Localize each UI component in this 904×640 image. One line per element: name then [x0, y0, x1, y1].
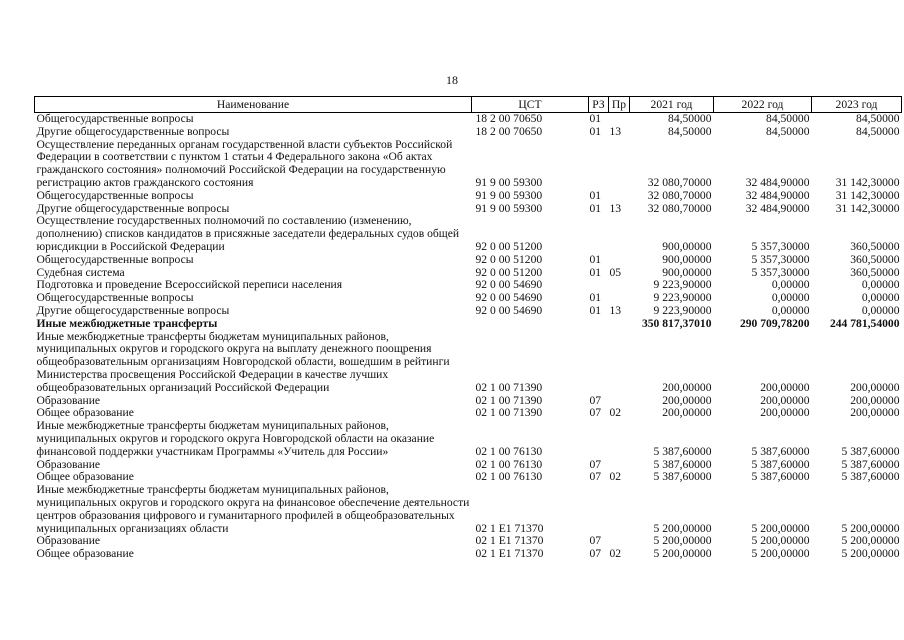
- row-rz: 07: [589, 457, 602, 471]
- row-value-2021: 5 387,60000: [653, 457, 712, 471]
- budget-table: [34, 96, 902, 561]
- row-cst: 91 9 00 59300: [475, 188, 543, 202]
- row-name: Судебная система: [36, 265, 125, 279]
- row-name: Общее образование: [36, 470, 134, 484]
- header-2023: 2023 год: [812, 97, 902, 113]
- row-rz: [589, 484, 609, 535]
- row-value-2022: 5 200,00000: [751, 547, 810, 561]
- row-cst: 02 1 E1 71370: [475, 521, 544, 535]
- row-value-2021: 84,50000: [668, 112, 712, 125]
- row-cst: 92 0 00 54690: [475, 303, 543, 317]
- row-value-2021: 900,00000: [662, 239, 712, 253]
- row-name: Общегосударственные вопросы: [36, 188, 194, 202]
- row-pr: [609, 420, 630, 458]
- row-name: Общее образование: [36, 547, 134, 561]
- row-value-2023: 31 142,30000: [835, 201, 900, 215]
- row-value-2022: 5 357,30000: [751, 265, 810, 279]
- row-cst: 91 9 00 59300: [475, 201, 543, 215]
- table-row: [35, 548, 902, 561]
- row-value-2022: 32 484,90000: [745, 188, 810, 202]
- row-rz: 07: [589, 406, 602, 420]
- row-value-2022: 32 484,90000: [745, 175, 810, 189]
- row-name: Образование: [36, 534, 101, 548]
- row-rz: 07: [589, 547, 602, 561]
- row-cst: 02 1 00 71390: [475, 380, 543, 394]
- row-value-2023: 31 142,30000: [835, 175, 900, 189]
- row-value-2023: 244 781,54000: [829, 316, 900, 330]
- table-row: [35, 126, 902, 139]
- row-name: Иные межбюджетные трансферты бюджетам муниципальных районов, муниципальных округов и городского округа Новгородской области на оказание финансовой поддержки участникам Программы «Учитель для России»: [36, 419, 435, 458]
- table-row: [35, 215, 902, 253]
- row-value-2021: 9 223,90000: [653, 278, 712, 292]
- row-pr: [609, 254, 630, 267]
- row-rz: [589, 139, 609, 190]
- row-rz: [589, 420, 609, 458]
- row-value-2022: 0,00000: [771, 303, 810, 317]
- row-rz: [589, 318, 609, 331]
- row-cst: 02 1 00 76130: [475, 444, 543, 458]
- table-row: [35, 420, 902, 458]
- row-value-2022: 84,50000: [766, 124, 810, 138]
- row-cst: 02 1 E1 71370: [475, 534, 544, 548]
- row-rz: 07: [589, 534, 602, 548]
- row-value-2021: 5 387,60000: [653, 444, 712, 458]
- row-value-2021: 200,00000: [662, 406, 712, 420]
- row-name: Осуществление переданных органам государственной власти субъектов Российской Федерации в соответствии с пунктом 1 статьи 4 Федерального закона «Об актах гражданского состояния» полномочий Российской Федерации на государственную регистрацию актов гражданского состояния: [36, 137, 453, 189]
- row-value-2023: 360,50000: [850, 265, 900, 279]
- row-rz: 01: [589, 303, 602, 317]
- row-rz: 01: [589, 265, 602, 279]
- row-cst: 02 1 00 76130: [475, 457, 543, 471]
- row-value-2023: 0,00000: [861, 291, 900, 305]
- row-cst: 92 0 00 54690: [475, 291, 543, 305]
- row-cst: 02 1 00 71390: [475, 406, 543, 420]
- row-cst: 92 0 00 54690: [475, 278, 543, 292]
- row-value-2022: 200,00000: [760, 393, 810, 407]
- row-rz: 01: [589, 124, 602, 138]
- row-value-2023: 31 142,30000: [835, 188, 900, 202]
- row-pr: 02: [609, 547, 622, 561]
- row-cst: 91 9 00 59300: [475, 175, 543, 189]
- row-value-2022: 0,00000: [771, 278, 810, 292]
- table-row: [35, 190, 902, 203]
- row-rz: 01: [589, 252, 602, 266]
- table-row: [35, 113, 902, 126]
- row-value-2022: 5 200,00000: [751, 521, 810, 535]
- table-row: [35, 318, 902, 331]
- row-value-2022: 5 357,30000: [751, 239, 810, 253]
- header-2021: 2021 год: [630, 97, 714, 113]
- row-value-2023: 0,00000: [861, 303, 900, 317]
- row-value-2023: 5 200,00000: [841, 534, 900, 548]
- table-row: [35, 305, 902, 318]
- row-value-2023: 360,50000: [850, 252, 900, 266]
- row-value-2023: 5 387,60000: [841, 457, 900, 471]
- row-cst: 92 0 00 51200: [475, 252, 543, 266]
- row-value-2023: 200,00000: [850, 406, 900, 420]
- row-value-2021: 5 200,00000: [653, 534, 712, 548]
- row-cst: 18 2 00 70650: [475, 112, 543, 125]
- row-name: Образование: [36, 457, 101, 471]
- row-cst: 92 0 00 51200: [475, 265, 543, 279]
- row-pr: [609, 484, 630, 535]
- row-value-2022: 84,50000: [766, 112, 810, 125]
- row-value-2021: 9 223,90000: [653, 291, 712, 305]
- row-value-2022: 0,00000: [771, 291, 810, 305]
- row-name: Другие общегосударственные вопросы: [36, 201, 230, 215]
- row-name: Иные межбюджетные трансферты бюджетам муниципальных районов, муниципальных округов и городского округа на финансовое обеспечение деятельности центров образования цифрового и гуманитарного профилей в общеобразовательных муниципальных организациях области: [36, 483, 470, 535]
- table-row: [35, 484, 902, 535]
- row-value-2022: 32 484,90000: [745, 201, 810, 215]
- row-value-2021: 84,50000: [668, 124, 712, 138]
- row-value-2021: 5 200,00000: [653, 547, 712, 561]
- row-cst: 02 1 00 71390: [475, 393, 543, 407]
- row-cst: 18 2 00 70650: [475, 124, 543, 138]
- row-value-2023: 360,50000: [850, 239, 900, 253]
- page-number: 18: [446, 73, 458, 87]
- row-value-2021: 900,00000: [662, 265, 712, 279]
- header-cst: ЦСТ: [472, 97, 589, 113]
- row-value-2021: 32 080,70000: [647, 201, 712, 215]
- row-cst: 92 0 00 51200: [475, 239, 543, 253]
- row-value-2023: 84,50000: [856, 112, 900, 125]
- header-rz: РЗ: [589, 97, 609, 113]
- row-value-2021: 32 080,70000: [647, 188, 712, 202]
- row-rz: [589, 331, 609, 395]
- row-pr: [609, 215, 630, 253]
- row-value-2023: 5 387,60000: [841, 470, 900, 484]
- row-name: Иные межбюджетные трансферты: [36, 316, 218, 330]
- row-rz: 07: [589, 393, 602, 407]
- header-pr: Пр: [609, 97, 630, 113]
- row-value-2022: 5 200,00000: [751, 534, 810, 548]
- row-value-2021: 5 200,00000: [653, 521, 712, 535]
- row-value-2022: 200,00000: [760, 380, 810, 394]
- row-value-2022: 290 709,78200: [739, 316, 810, 330]
- row-rz: 07: [589, 470, 602, 484]
- header-name: Наименование: [35, 97, 472, 113]
- row-name: Осуществление государственных полномочий по составлению (изменению, дополнению) списков кандидатов в присяжные заседатели федеральных судов общей юрисдикции в Российской Федерации: [36, 214, 460, 253]
- row-name: Общегосударственные вопросы: [36, 252, 194, 266]
- row-pr: [609, 139, 630, 190]
- row-pr: [609, 190, 630, 203]
- row-cst: 02 1 E1 71370: [475, 547, 544, 561]
- row-value-2021: 350 817,37010: [641, 316, 712, 330]
- header-row: [35, 97, 902, 113]
- table-row: [35, 331, 902, 395]
- row-name: Общегосударственные вопросы: [36, 112, 194, 125]
- table-row: [35, 254, 902, 267]
- row-value-2023: 84,50000: [856, 124, 900, 138]
- row-value-2023: 0,00000: [861, 278, 900, 292]
- row-pr: [609, 113, 630, 126]
- row-value-2023: 5 200,00000: [841, 547, 900, 561]
- row-rz: 01: [589, 291, 602, 305]
- row-value-2022: 5 357,30000: [751, 252, 810, 266]
- row-value-2021: 200,00000: [662, 393, 712, 407]
- row-value-2022: 5 387,60000: [751, 457, 810, 471]
- header-2022: 2022 год: [714, 97, 812, 113]
- row-value-2021: 200,00000: [662, 380, 712, 394]
- row-pr: 13: [609, 124, 622, 138]
- row-name: Образование: [36, 393, 101, 407]
- row-value-2023: 200,00000: [850, 380, 900, 394]
- row-pr: 05: [609, 265, 622, 279]
- row-value-2021: 9 223,90000: [653, 303, 712, 317]
- row-pr: [609, 279, 630, 292]
- row-value-2021: 900,00000: [662, 252, 712, 266]
- row-cst: 02 1 00 76130: [475, 470, 543, 484]
- row-rz: 01: [589, 201, 602, 215]
- row-value-2021: 5 387,60000: [653, 470, 712, 484]
- row-name: Другие общегосударственные вопросы: [36, 303, 230, 317]
- row-name: Подготовка и проведение Всероссийской переписи населения: [36, 278, 343, 292]
- row-name: Общее образование: [36, 406, 134, 420]
- table-header: [35, 97, 902, 113]
- row-cst: [472, 318, 589, 331]
- row-value-2022: 200,00000: [760, 406, 810, 420]
- row-rz: 01: [589, 188, 602, 202]
- row-value-2023: 5 387,60000: [841, 444, 900, 458]
- row-name: Общегосударственные вопросы: [36, 291, 194, 305]
- row-pr: 13: [609, 303, 622, 317]
- table-row: [35, 139, 902, 190]
- row-value-2023: 5 200,00000: [841, 521, 900, 535]
- row-pr: [609, 331, 630, 395]
- row-name: Другие общегосударственные вопросы: [36, 124, 230, 138]
- row-value-2021: 32 080,70000: [647, 175, 712, 189]
- row-value-2022: 5 387,60000: [751, 470, 810, 484]
- row-rz: [589, 215, 609, 253]
- row-value-2022: 5 387,60000: [751, 444, 810, 458]
- table-body: [35, 113, 902, 561]
- row-pr: [609, 318, 630, 331]
- row-pr: 02: [609, 470, 622, 484]
- row-value-2023: 200,00000: [850, 393, 900, 407]
- row-name: Иные межбюджетные трансферты бюджетам муниципальных районов, муниципальных округов и городского округа на выплату денежного поощрения общеобразовательным организациям Новгородской области, вошедшим в рейтинги Министерства просвещения Российской Федерации в качестве лучших общеобразовательных организаций Российской Федерации: [36, 329, 450, 394]
- row-rz: 01: [589, 112, 602, 125]
- row-pr: 02: [609, 406, 622, 420]
- row-pr: 13: [609, 201, 622, 215]
